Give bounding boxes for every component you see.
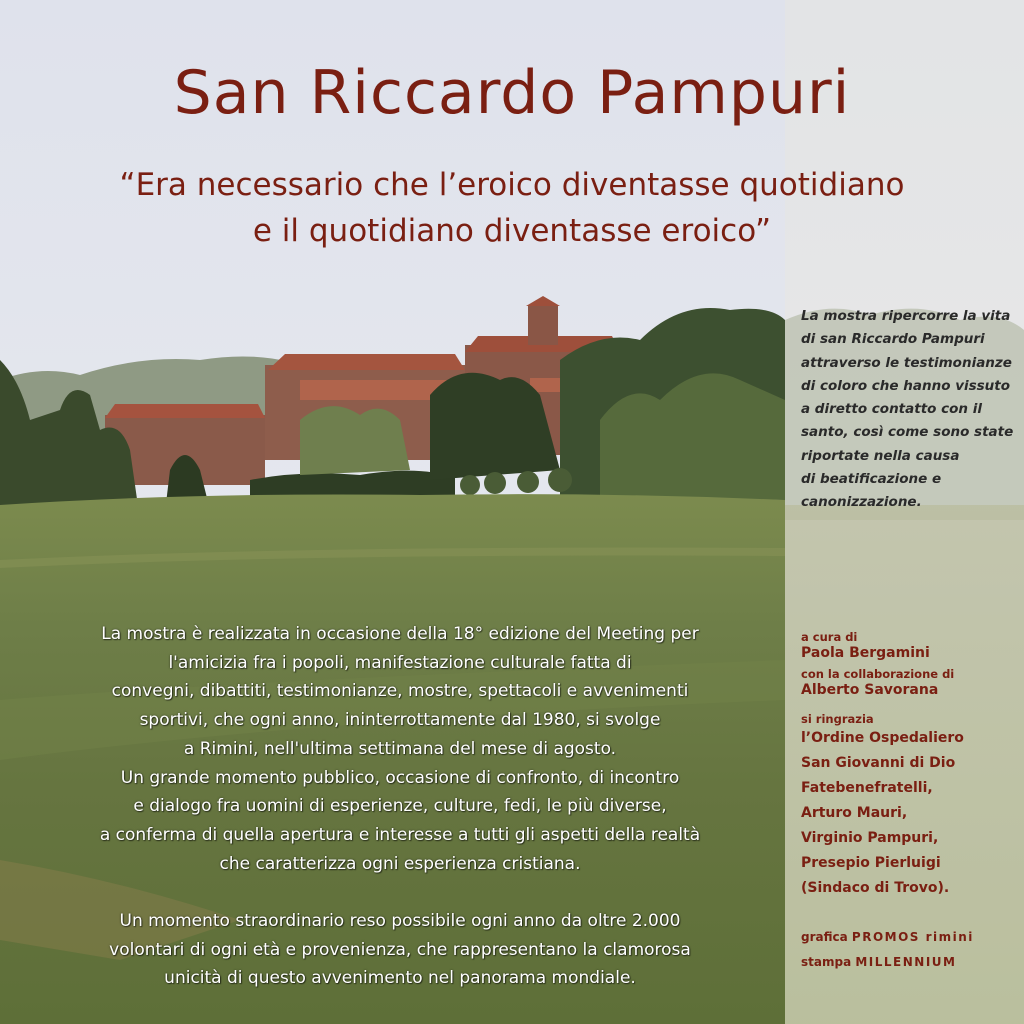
- thanks-line: Fatebenefratelli,: [801, 780, 933, 796]
- body-line: Un grande momento pubblico, occasione di confronto, di incontro: [120, 767, 680, 788]
- body-line: sportivi, che ogni anno, ininterrottamente dal 1980, si svolge: [139, 710, 661, 731]
- curated-label: a cura di: [801, 630, 858, 644]
- body-line: l'amicizia fra i popoli, manifestazione culturale fatta di: [168, 652, 632, 673]
- print-name: MILLENNIUM: [855, 955, 957, 969]
- body-text: [40, 620, 760, 993]
- body-line: La mostra è realizzata in occasione della 18° edizione del Meeting per: [101, 624, 699, 644]
- thanks-line: Arturo Mauri,: [801, 805, 908, 821]
- thanks-line: Virginio Pampuri,: [801, 830, 939, 846]
- curator-name: Paola Bergamini: [801, 645, 930, 661]
- body-line: e dialogo fra uomini di esperienze, culture, fedi, le più diverse,: [133, 796, 667, 817]
- print-label: stampa: [801, 955, 852, 969]
- sidebar-intro: [801, 305, 1014, 515]
- graphics-name: PROMOS rimini: [851, 930, 974, 944]
- graphics-label: grafica: [801, 930, 848, 944]
- thanks-line: Presepio Pierluigi: [801, 855, 941, 871]
- thanks-label: si ringrazia: [801, 712, 874, 726]
- graphics-credit: [801, 925, 1016, 950]
- thanks-line: (Sindaco di Trovo).: [801, 880, 950, 896]
- quote: [0, 162, 1024, 254]
- sidebar-intro-line: santo, così come sono state: [801, 424, 1014, 441]
- body-line: a conferma di quella apertura e interesse a tutti gli aspetti della realtà: [99, 824, 701, 845]
- body-line: a Rimini, nell'ultima settimana del mese di agosto.: [183, 738, 617, 759]
- quote-line: e il quotidiano diventasse eroico”: [252, 213, 772, 249]
- sidebar-intro-line: a diretto contatto con il: [801, 401, 982, 418]
- page-title: San Riccardo Pampuri: [173, 58, 851, 128]
- sidebar-intro-line: attraverso le testimonianze: [801, 354, 1012, 371]
- body-line: Un momento straordinario reso possibile ogni anno da oltre 2.000: [119, 911, 681, 932]
- print-credit: [801, 950, 1016, 975]
- thanks-line: l’Ordine Ospedaliero: [801, 730, 964, 746]
- sidebar-intro-line: La mostra ripercorre la vita: [801, 308, 1011, 324]
- sidebar-intro-line: di beatificazione e: [801, 471, 942, 488]
- body-line: unicità di questo avvenimento nel panorama mondiale.: [164, 968, 636, 989]
- collab-label: con la collaborazione di: [801, 667, 955, 681]
- quote-line: “Era necessario che l’eroico diventasse quotidiano: [119, 167, 905, 203]
- credits: [801, 630, 1016, 975]
- sidebar-intro-line: canonizzazione.: [801, 494, 922, 511]
- body-line: volontari di ogni età e provenienza, che rappresentano la clamorosa: [109, 939, 691, 960]
- body-line: convegni, dibattiti, testimonianze, mostre, spettacoli e avvenimenti: [111, 681, 689, 702]
- collaborator-name: Alberto Savorana: [801, 682, 939, 698]
- sidebar-intro-line: riportate nella causa: [801, 447, 960, 464]
- thanks-line: San Giovanni di Dio: [801, 755, 956, 771]
- sidebar-intro-line: di coloro che hanno vissuto: [801, 377, 1011, 394]
- sidebar-intro-line: di san Riccardo Pampuri: [801, 331, 985, 348]
- body-line: che caratterizza ogni esperienza cristiana.: [219, 853, 581, 874]
